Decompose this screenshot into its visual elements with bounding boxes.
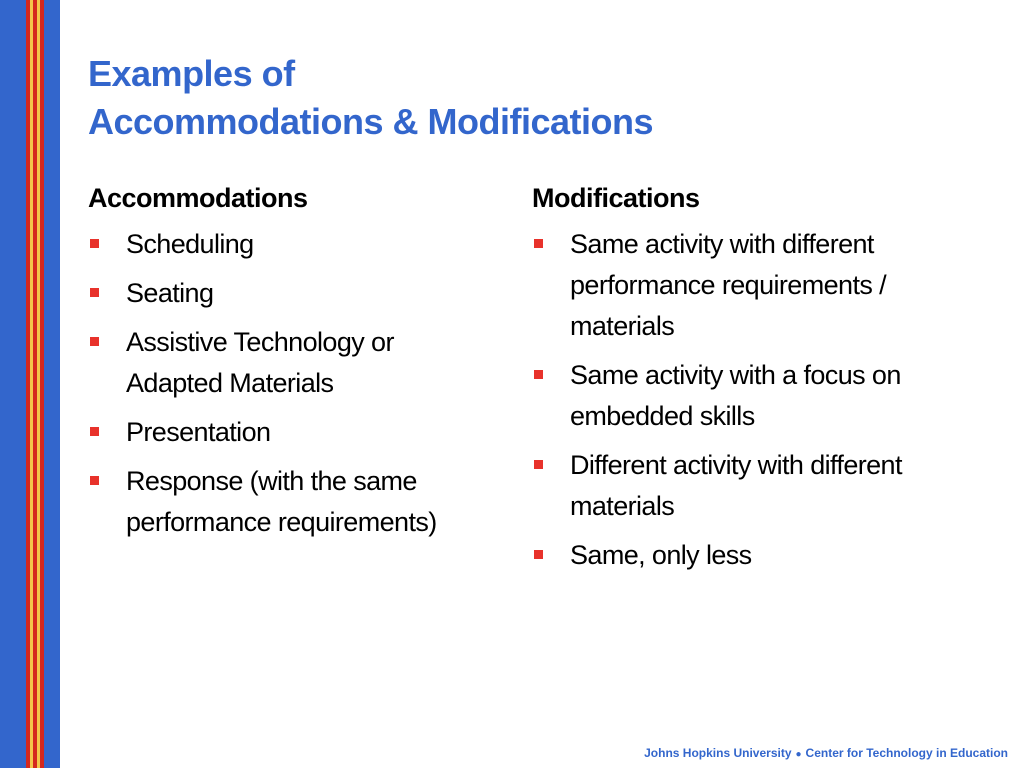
- list-item-text: Assistive Technology or Adapted Materials: [126, 327, 394, 398]
- list-item: [532, 535, 972, 576]
- list-item: [532, 445, 972, 527]
- list-item-text: Different activity with different materials: [570, 450, 902, 521]
- list-item-text: Same activity with a focus on embedded skills: [570, 360, 901, 431]
- decorative-stripe: [40, 0, 44, 768]
- list-item-text: Response (with the same performance requirements): [126, 466, 437, 537]
- slide-title-line-1: Examples of: [88, 53, 295, 94]
- modifications-heading: Modifications: [532, 183, 700, 213]
- footer-credit: [644, 746, 1008, 760]
- list-item: [532, 224, 972, 347]
- square-bullet-icon: [90, 476, 99, 485]
- list-item-text: Presentation: [126, 417, 271, 447]
- list-item: [88, 273, 488, 314]
- footer-center: Center for Technology in Education: [805, 746, 1008, 760]
- slide-title: [88, 50, 653, 146]
- list-item: [88, 224, 488, 265]
- list-item-text: Scheduling: [126, 229, 254, 259]
- slide-title-line-2: Accommodations & Modifications: [88, 101, 654, 142]
- square-bullet-icon: [534, 460, 543, 469]
- list-item: [88, 322, 488, 404]
- footer-university: Johns Hopkins University: [644, 746, 792, 760]
- square-bullet-icon: [534, 550, 543, 559]
- square-bullet-icon: [534, 239, 543, 248]
- list-item: [88, 412, 488, 453]
- list-item: [88, 461, 488, 543]
- list-item-text: Seating: [126, 278, 214, 308]
- bullet-separator-icon: ●: [795, 749, 802, 760]
- accommodations-column: [88, 178, 488, 551]
- square-bullet-icon: [90, 427, 99, 436]
- accommodations-list: [88, 224, 488, 543]
- square-bullet-icon: [534, 370, 543, 379]
- list-item-text: Same, only less: [570, 540, 752, 570]
- modifications-list: [532, 224, 972, 576]
- list-item-text: Same activity with different performance requirements / materials: [570, 229, 887, 341]
- accommodations-heading: Accommodations: [88, 183, 308, 213]
- square-bullet-icon: [90, 337, 99, 346]
- square-bullet-icon: [90, 239, 99, 248]
- modifications-column: [532, 178, 972, 584]
- list-item: [532, 355, 972, 437]
- square-bullet-icon: [90, 288, 99, 297]
